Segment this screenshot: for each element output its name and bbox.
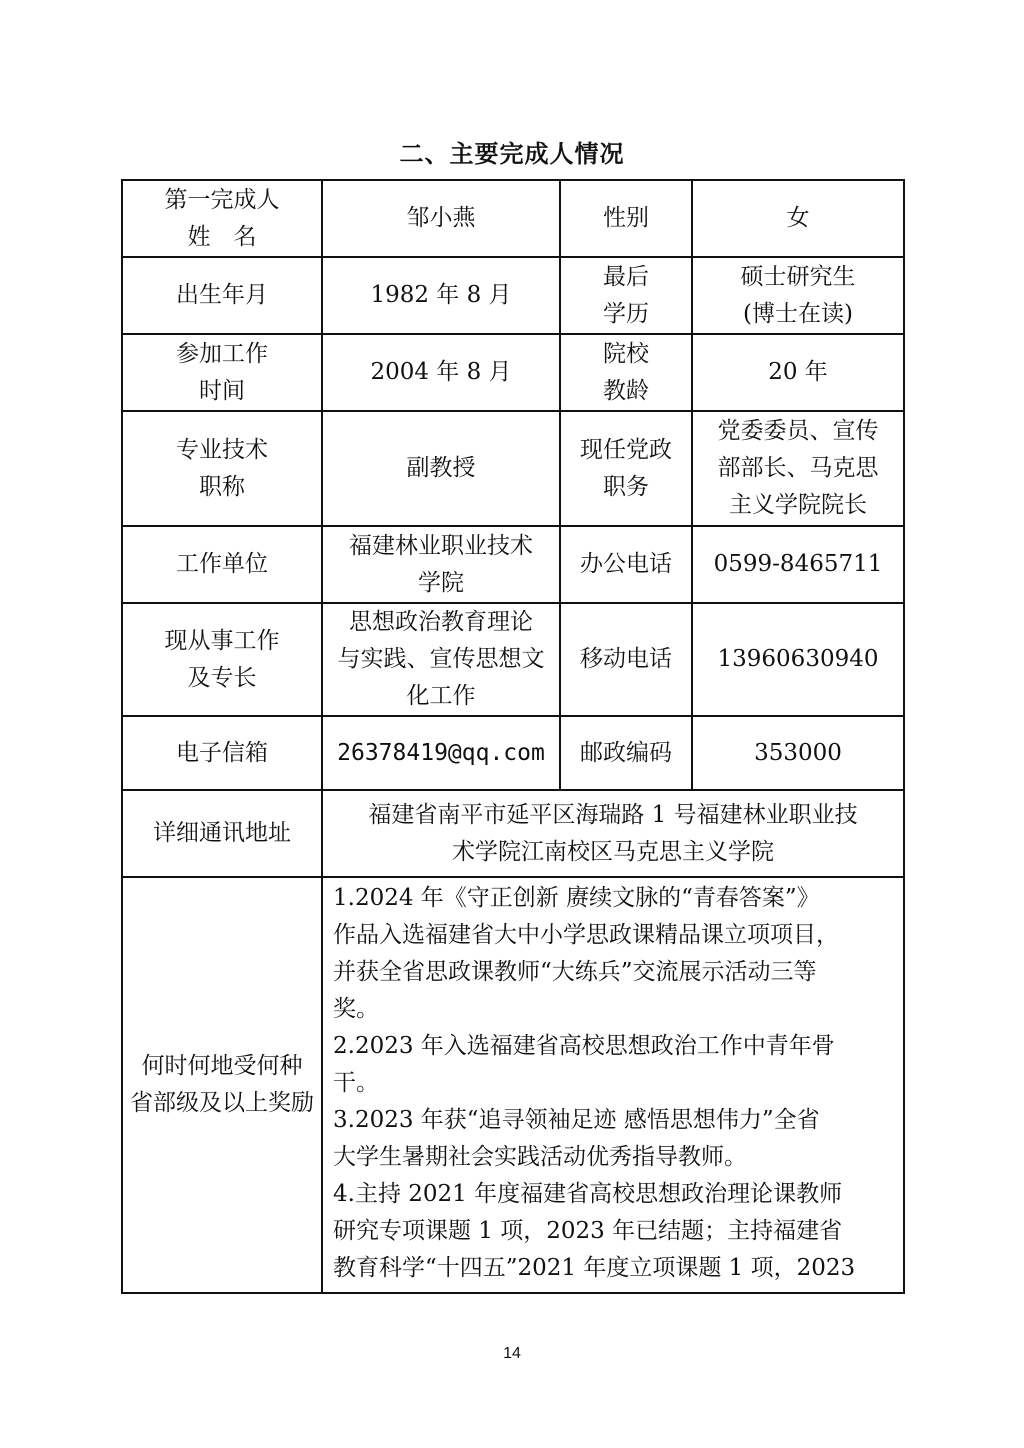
row-specialty	[122, 603, 904, 716]
award-line: 干。	[333, 1070, 379, 1096]
award-line: 4.主持 2021 年度福建省高校思想政治理论课教师	[333, 1181, 843, 1207]
row-name	[122, 180, 904, 257]
label-first-contributor: 第一完成人 姓 名	[122, 180, 322, 257]
value-current-work: 思想政治教育理论 与实践、宣传思想文 化工作	[322, 603, 560, 716]
label-professional-title: 专业技术 职称	[122, 411, 322, 526]
label-awards: 何时何地受何种 省部级及以上奖励	[122, 877, 322, 1293]
label-education: 最后 学历	[560, 257, 692, 334]
value-professional-title: 副教授	[322, 411, 560, 526]
value-postal-code: 353000	[692, 716, 904, 790]
label-email: 电子信箱	[122, 716, 322, 790]
label-birth: 出生年月	[122, 257, 322, 334]
award-line: 研究专项课题 1 项，2023 年已结题；主持福建省	[333, 1218, 843, 1244]
row-unit	[122, 526, 904, 603]
award-line: 大学生暑期社会实践活动优秀指导教师。	[333, 1144, 747, 1170]
award-line: 2.2023 年入选福建省高校思想政治工作中青年骨	[333, 1033, 835, 1059]
value-party-position: 党委委员、宣传 部部长、马克思 主义学院院长	[692, 411, 904, 526]
value-work-start: 2004 年 8 月	[322, 334, 560, 411]
value-awards	[322, 877, 904, 1293]
award-line: 教育科学“十四五”2021 年度立项课题 1 项，2023	[333, 1255, 856, 1281]
label-teaching-years: 院校 教龄	[560, 334, 692, 411]
page-number: 14	[503, 1345, 521, 1362]
value-email: 26378419@qq.com	[322, 716, 560, 790]
label-work-unit: 工作单位	[122, 526, 322, 603]
label-office-phone: 办公电话	[560, 526, 692, 603]
value-gender: 女	[692, 180, 904, 257]
row-birth	[122, 257, 904, 334]
value-work-unit: 福建林业职业技术 学院	[322, 526, 560, 603]
label-postal-code: 邮政编码	[560, 716, 692, 790]
value-office-phone: 0599-8465711	[692, 526, 904, 603]
label-mobile-phone: 移动电话	[560, 603, 692, 716]
value-mobile-phone: 13960630940	[692, 603, 904, 716]
row-title-rank	[122, 411, 904, 526]
value-name: 邹小燕	[322, 180, 560, 257]
page-title: 二、主要完成人情况	[399, 140, 625, 168]
row-email	[122, 716, 904, 790]
value-birth: 1982 年 8 月	[322, 257, 560, 334]
label-address: 详细通讯地址	[122, 790, 322, 877]
value-education: 硕士研究生 (博士在读)	[692, 257, 904, 334]
label-work-start: 参加工作 时间	[122, 334, 322, 411]
award-line: 3.2023 年获“追寻领袖足迹 感悟思想伟力”全省	[333, 1107, 820, 1133]
person-info-table	[121, 179, 905, 1294]
row-address	[122, 790, 904, 877]
value-address: 福建省南平市延平区海瑞路 1 号福建林业职业技 术学院江南校区马克思主义学院	[322, 790, 904, 877]
label-current-work: 现从事工作 及专长	[122, 603, 322, 716]
award-line: 奖。	[333, 996, 379, 1022]
award-line: 作品入选福建省大中小学思政课精品课立项项目，	[333, 922, 839, 948]
label-party-position: 现任党政 职务	[560, 411, 692, 526]
row-work-start	[122, 334, 904, 411]
value-teaching-years: 20 年	[692, 334, 904, 411]
award-line: 并获全省思政课教师“大练兵”交流展示活动三等	[333, 959, 817, 985]
label-gender: 性别	[560, 180, 692, 257]
row-awards	[122, 877, 904, 1293]
award-line: 1.2024 年《守正创新 赓续文脉的“青春答案”》	[333, 885, 820, 911]
